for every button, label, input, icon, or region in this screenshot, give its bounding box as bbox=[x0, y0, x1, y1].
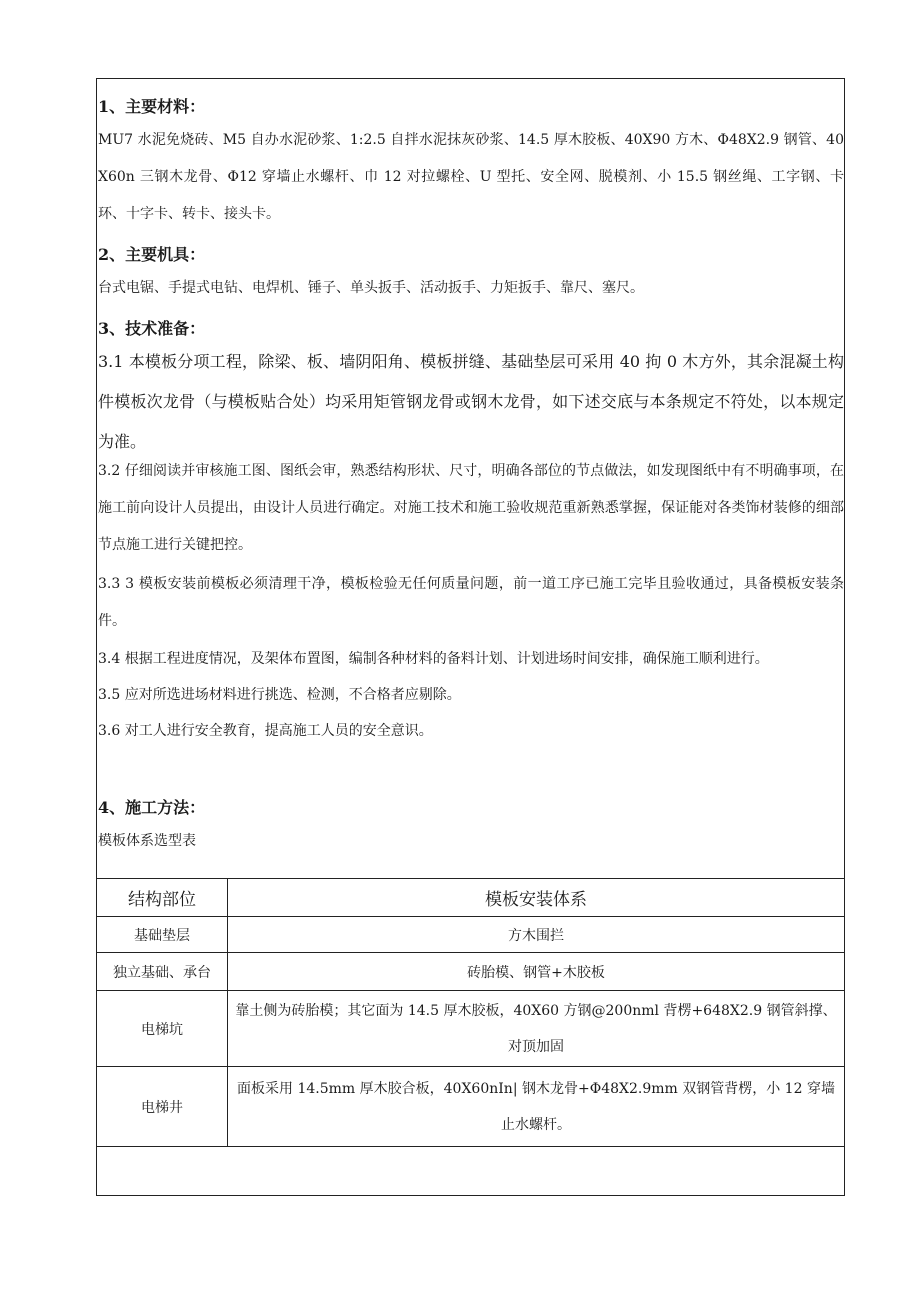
section-1-title: 1、主要材料： bbox=[98, 97, 206, 116]
section-3-item-5: 3.5 应对所选进场材料进行挑选、检测，不合格者应剔除。 bbox=[98, 687, 461, 703]
section-3-title: 3、技术准备： bbox=[98, 319, 206, 338]
formwork-selection-table bbox=[96, 878, 845, 1147]
section-2-title: 2、主要机具： bbox=[98, 245, 206, 264]
section-1-body: MU7 水泥免烧砖、M5 自办水泥砂浆、1:2.5 自拌水泥抹灰砂浆、14.5 厚木胶板、40X90 方木、Φ48X2.9 钢管、40X60n 三钢木龙骨、Φ12 穿墙止水螺杆、巾 12 对拉螺栓、U 型托、安全网、脱模剂、小 15.5 钢丝绳、工字钢、卡环、十字卡、转卡、接头卡。 bbox=[98, 132, 844, 222]
cell-system: 面板采用 14.5mm 厚木胶合板，40X60nIn| 钢木龙骨+Φ48X2.9mm 双钢管背楞，小 12 穿墙止水螺杆。 bbox=[228, 1067, 845, 1147]
section-2-body: 台式电锯、手提式电钻、电焊机、锤子、单头扳手、活动扳手、力矩扳手、靠尺、塞尺。 bbox=[98, 280, 644, 296]
table-row bbox=[97, 917, 845, 953]
section-3-item-1: 3.1 本模板分项工程，除梁、板、墙阴阳角、模板拼缝、基础垫层可采用 40 拘 0 木方外，其余混凝土构件模板次龙骨（与模板贴合处）均采用矩管钢龙骨或钢木龙骨，如下述交底与本条规定不符处，以本规定为准。 bbox=[98, 352, 844, 451]
cell-part: 电梯坑 bbox=[97, 991, 228, 1067]
header-formwork-system: 模板安装体系 bbox=[228, 879, 845, 917]
cell-system: 方木围拦 bbox=[228, 917, 845, 953]
table-row bbox=[97, 991, 845, 1067]
section-3-item-4: 3.4 根据工程进度情况，及架体布置图，编制各种材料的备料计划、计划进场时间安排，确保施工顺利进行。 bbox=[98, 651, 769, 667]
cell-part: 电梯井 bbox=[97, 1067, 228, 1147]
section-3-item-6: 3.6 对工人进行安全教育，提高施工人员的安全意识。 bbox=[98, 723, 433, 739]
table-caption: 模板体系选型表 bbox=[98, 833, 196, 849]
cell-part: 独立基础、承台 bbox=[97, 953, 228, 991]
cell-system: 靠土侧为砖胎模；其它面为 14.5 厚木胶板，40X60 方钢@200nml 背楞+648X2.9 钢管斜撑、对顶加固 bbox=[228, 991, 845, 1067]
table-header-row bbox=[97, 879, 845, 917]
cell-part: 基础垫层 bbox=[97, 917, 228, 953]
section-3-item-2: 3.2 仔细阅读并审核施工图、图纸会审，熟悉结构形状、尺寸，明确各部位的节点做法，如发现图纸中有不明确事项，在施工前向设计人员提出，由设计人员进行确定。对施工技术和施工验收规范重新熟悉掌握，保证能对各类饰材装修的细部节点施工进行关键把控。 bbox=[98, 463, 844, 553]
section-3-item-3: 3.3 3 模板安装前模板必须清理干净，模板检验无任何质量问题，前一道工序已施工完毕且验收通过，具备模板安装条件。 bbox=[98, 576, 844, 629]
section-4-title: 4、施工方法： bbox=[98, 798, 206, 817]
header-structure-part: 结构部位 bbox=[97, 879, 228, 917]
table-row bbox=[97, 1067, 845, 1147]
table-row bbox=[97, 953, 845, 991]
cell-system: 砖胎模、钢管+木胶板 bbox=[228, 953, 845, 991]
